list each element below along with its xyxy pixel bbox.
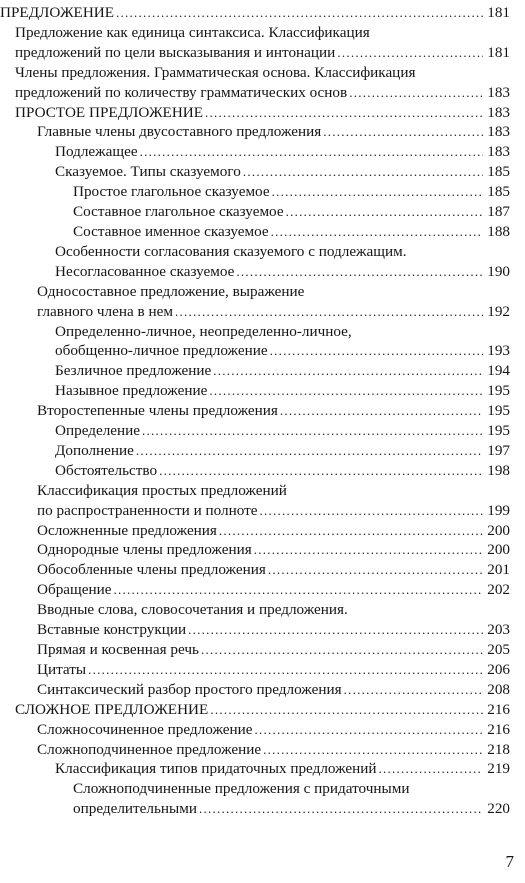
toc-entry-line	[55, 341, 510, 361]
toc-entry	[0, 441, 510, 461]
dot-leader	[188, 620, 483, 640]
toc-entry-line	[55, 162, 510, 182]
toc-entry-line	[15, 63, 510, 83]
toc-entry-page: 200	[487, 541, 510, 559]
toc-entry-title: по распространенности и полноте	[37, 501, 258, 519]
toc-entry	[0, 401, 510, 421]
dot-leader	[323, 122, 483, 142]
toc-entry-title: ПРОСТОЕ ПРЕДЛОЖЕНИЕ	[15, 103, 204, 121]
toc-entry-title: обобщенно-личное предложение	[55, 342, 268, 360]
dot-leader	[280, 401, 483, 421]
toc-entry	[0, 740, 510, 760]
toc-entry-page: 216	[487, 720, 510, 738]
toc-entry	[0, 202, 510, 222]
dot-leader	[270, 341, 483, 361]
toc-entry-page: 219	[487, 760, 510, 778]
toc-entry	[0, 222, 510, 242]
toc-entry-line	[37, 720, 510, 740]
toc-entry-line	[37, 620, 510, 640]
toc-entry	[0, 540, 510, 560]
toc-entry-line	[55, 441, 510, 461]
toc-entry-line	[37, 680, 510, 700]
toc-entry-line	[37, 282, 510, 302]
toc-entry-line	[73, 779, 510, 799]
toc-entry-line	[73, 799, 510, 819]
toc-entry-title: Определенно-личное, неопределенно-личное,	[55, 322, 352, 340]
toc-entry-line	[37, 401, 510, 421]
dot-leader	[337, 43, 483, 63]
toc-entry	[0, 461, 510, 481]
toc-entry-line	[55, 421, 510, 441]
toc-entry-line	[37, 740, 510, 760]
toc-entry-title: Осложненные предложения	[37, 521, 217, 539]
toc-entry-line	[55, 262, 510, 282]
toc-entry-title: Обстоятельство	[55, 461, 158, 479]
toc-entry-title: определительными	[73, 800, 197, 818]
toc-entry-line	[15, 43, 510, 63]
toc-entry-line	[55, 322, 510, 342]
toc-entry-title: Несогласованное сказуемое	[55, 262, 235, 280]
toc-entry-title: Классификация простых предложений	[37, 481, 287, 499]
toc-entry-line	[37, 122, 510, 142]
toc-entry	[0, 680, 510, 700]
toc-entry-line	[55, 242, 510, 262]
dot-leader	[136, 441, 483, 461]
toc-entry-line	[55, 381, 510, 401]
dot-leader	[213, 361, 483, 381]
toc-entry-page: 183	[487, 123, 510, 141]
toc-entry	[0, 720, 510, 740]
toc-entry-title: Безличное предложение	[55, 362, 212, 380]
dot-leader	[219, 521, 483, 541]
dot-leader	[254, 720, 483, 740]
toc-entry-title: Второстепенные члены предложения	[37, 402, 278, 420]
toc-entry-page: 185	[487, 183, 510, 201]
toc-entry-line	[73, 202, 510, 222]
dot-leader	[199, 799, 483, 819]
toc-entry-title: Прямая и косвенная речь	[37, 641, 199, 658]
toc-entry-page: 202	[487, 581, 510, 599]
toc-entry-page: 216	[487, 700, 510, 718]
toc-entry	[0, 242, 510, 282]
toc-entry-title: Обособленные члены предложения	[37, 561, 266, 579]
toc-entry-page: 192	[487, 302, 510, 320]
toc-entry	[0, 580, 510, 600]
toc-entry	[0, 560, 510, 580]
toc-entry	[0, 103, 510, 123]
toc-entry	[0, 63, 510, 103]
toc-entry-line	[15, 700, 510, 720]
dot-leader	[260, 501, 483, 521]
toc-entry-title: Сложносочиненное предложение	[37, 720, 253, 738]
toc-entry-page: 195	[487, 382, 510, 400]
toc-entry-line	[37, 560, 510, 580]
toc-entry	[0, 162, 510, 182]
toc-entry-page: 194	[487, 362, 510, 380]
toc-entry-title: Составное именное сказуемое	[73, 222, 269, 240]
toc-entry-page: 218	[487, 740, 510, 758]
toc-entry-line	[55, 461, 510, 481]
toc-entry-title: ПРЕДЛОЖЕНИЕ	[0, 4, 115, 21]
toc-entry-title: Подлежащее	[55, 143, 138, 161]
toc-entry	[0, 421, 510, 441]
dot-leader	[159, 461, 483, 481]
toc-entry-title: Цитаты	[37, 660, 87, 678]
toc-entry-line	[15, 83, 510, 103]
dot-leader	[142, 421, 483, 441]
toc-entry-page: 187	[487, 203, 510, 221]
dot-leader	[201, 640, 483, 660]
dot-leader	[209, 381, 483, 401]
toc-entry-line	[37, 302, 510, 322]
dot-leader	[271, 222, 483, 242]
toc-entry-title: Синтаксический разбор простого предложения	[37, 680, 342, 698]
toc-entry-page: 220	[487, 800, 510, 818]
toc-entry-page: 205	[487, 641, 510, 658]
dot-leader	[236, 262, 483, 282]
toc-entry-title: Классификация типов придаточных предложений	[55, 760, 377, 778]
toc-entry	[0, 3, 510, 23]
toc-entry	[0, 142, 510, 162]
toc-entry-title: Определение	[55, 422, 141, 440]
dot-leader	[349, 83, 483, 103]
toc-entry-title: Сложноподчиненное предложение	[37, 740, 262, 758]
dot-leader	[175, 302, 483, 322]
toc-entry-page: 190	[487, 262, 510, 280]
toc-entry-title: Односоставное предложение, выражение	[37, 282, 305, 300]
toc-entry-line	[0, 3, 510, 23]
toc-entry-title: главного члена в нем	[37, 302, 173, 320]
dot-leader	[88, 660, 483, 680]
toc-entry-title: Особенности согласования сказуемого с подлежащим.	[55, 242, 407, 260]
toc-entry	[0, 361, 510, 381]
toc-entry-page: 181	[487, 4, 510, 21]
toc-entry-title: Дополнение	[55, 441, 134, 459]
toc-entry-page: 185	[487, 163, 510, 181]
dot-leader	[205, 103, 483, 123]
toc-entry-title: Сложноподчиненные предложения с придаточными	[73, 780, 410, 798]
toc-entry	[0, 122, 510, 142]
toc-entry-title: СЛОЖНОЕ ПРЕДЛОЖЕНИЕ	[15, 700, 209, 718]
toc-entry-line	[15, 103, 510, 123]
toc-entry-line	[37, 640, 510, 660]
dot-leader	[243, 162, 483, 182]
dot-leader	[263, 740, 483, 760]
toc-entry-page: 195	[487, 402, 510, 420]
toc-entry-title: Члены предложения. Грамматическая основа. Классификация	[15, 63, 416, 81]
toc-entry-title: предложений по цели высказывания и интонации	[15, 43, 336, 61]
toc-entry-title: Однородные члены предложения	[37, 541, 252, 559]
dot-leader	[254, 540, 483, 560]
toc-entry-line	[37, 501, 510, 521]
toc-entry	[0, 322, 510, 362]
dot-leader	[344, 680, 483, 700]
toc-entry-line	[37, 660, 510, 680]
toc-entry	[0, 381, 510, 401]
toc-entry-page: 183	[487, 103, 510, 121]
toc-entry-page: 188	[487, 222, 510, 240]
toc-entry-page: 195	[487, 422, 510, 440]
toc-entry-page: 183	[487, 143, 510, 161]
toc-entry	[0, 640, 510, 660]
toc-entry-line	[73, 182, 510, 202]
toc-entry-line	[37, 600, 510, 620]
toc-entry	[0, 660, 510, 680]
toc-entry-page: 198	[487, 461, 510, 479]
toc-entry-title: Предложение как единица синтаксиса. Классификация	[15, 23, 370, 41]
toc-entry-line	[55, 361, 510, 381]
toc-entry-title: Обращение	[37, 581, 112, 599]
toc-entry	[0, 700, 510, 720]
toc-entry-page: 203	[487, 621, 510, 639]
toc-entry-line	[37, 580, 510, 600]
page-number: 7	[505, 852, 514, 871]
toc-entry-page: 206	[487, 660, 510, 678]
toc-entry-title: Главные члены двусоставного предложения	[37, 123, 322, 141]
toc-entry	[0, 600, 510, 640]
toc-entry-page: 181	[487, 43, 510, 61]
toc-entry-line	[37, 521, 510, 541]
toc-entry-title: Вставные конструкции	[37, 621, 187, 639]
toc-entry-line	[73, 222, 510, 242]
toc-entry	[0, 521, 510, 541]
toc-entry	[0, 23, 510, 63]
toc-entry-line	[15, 23, 510, 43]
toc-entry-title: Назывное предложение	[55, 382, 208, 400]
dot-leader	[268, 560, 483, 580]
toc-entry-page: 208	[487, 680, 510, 698]
dot-leader	[210, 700, 483, 720]
toc-entry-page: 197	[487, 441, 510, 459]
dot-leader	[116, 3, 483, 23]
toc-entry-title: Сказуемое. Типы сказуемого	[55, 163, 241, 181]
toc-entry-page: 201	[487, 561, 510, 579]
toc-entry	[0, 182, 510, 202]
toc-entry	[0, 481, 510, 521]
dot-leader	[113, 580, 483, 600]
toc-entry-page: 183	[487, 83, 510, 101]
table-of-contents	[0, 3, 510, 819]
dot-leader	[286, 202, 483, 222]
toc-entry-line	[55, 142, 510, 162]
toc-entry-page: 199	[487, 501, 510, 519]
toc-entry-title: Простое глагольное сказуемое	[73, 183, 270, 201]
toc-entry	[0, 282, 510, 322]
toc-entry-line	[55, 759, 510, 779]
toc-entry	[0, 779, 510, 819]
toc-entry-title: Вводные слова, словосочетания и предложения.	[37, 601, 348, 619]
toc-entry-line	[37, 540, 510, 560]
toc-entry	[0, 759, 510, 779]
dot-leader	[140, 142, 483, 162]
toc-entry-title: предложений по количеству грамматических основ	[15, 83, 348, 101]
toc-entry-title: Составное глагольное сказуемое	[73, 203, 284, 221]
dot-leader	[272, 182, 483, 202]
toc-entry-page: 193	[487, 342, 510, 360]
toc-entry-line	[37, 481, 510, 501]
dot-leader	[379, 759, 483, 779]
toc-entry-page: 200	[487, 521, 510, 539]
